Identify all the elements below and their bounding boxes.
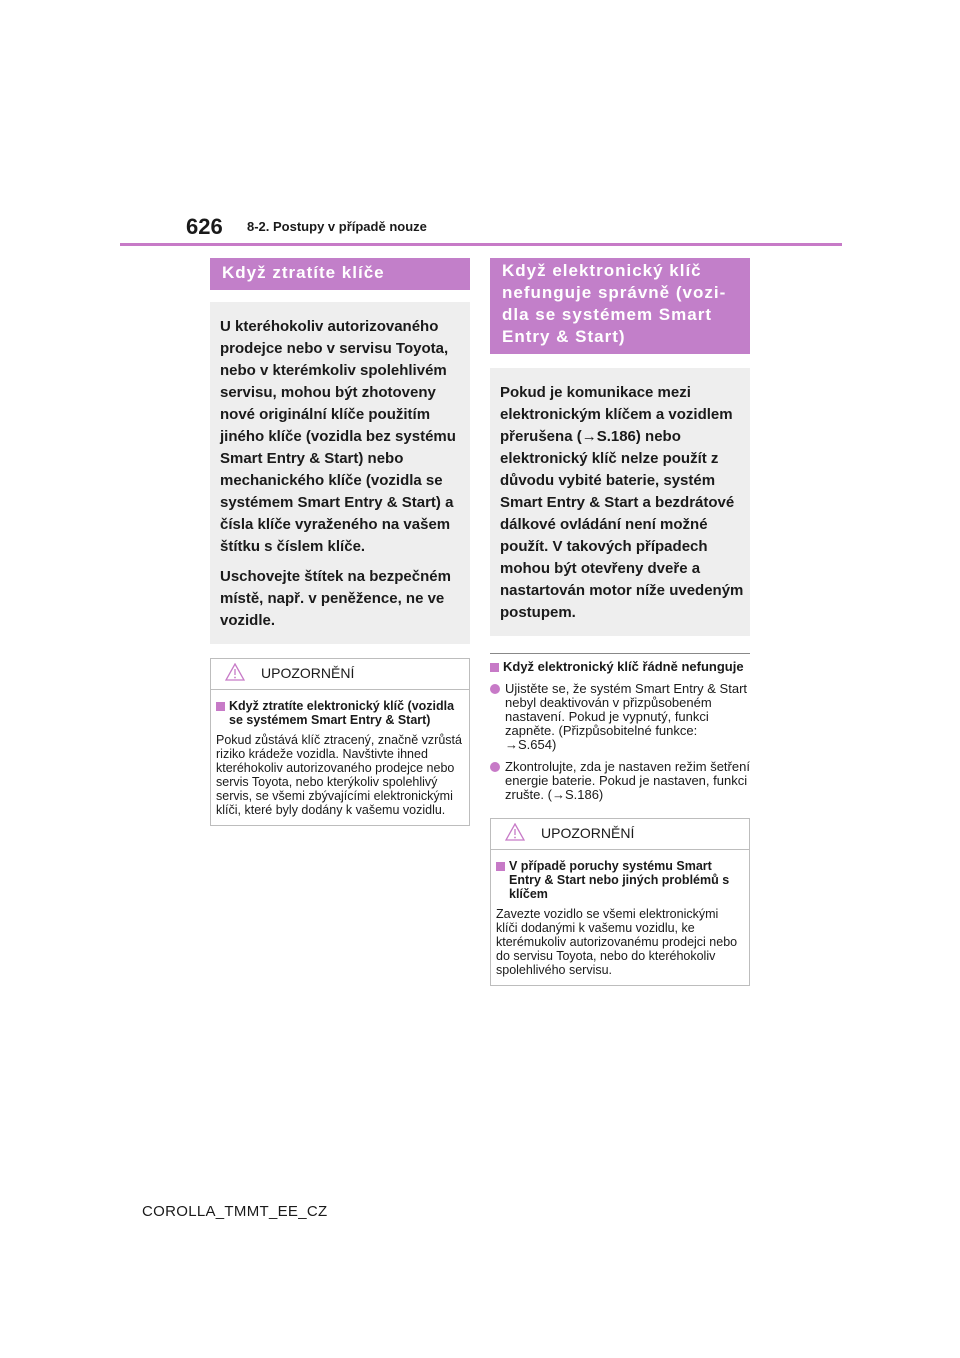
caution-subheading [496, 859, 743, 901]
steps-subheading [490, 660, 750, 674]
round-bullet-icon [490, 762, 500, 772]
caution-subheading-text: V případě poruchy systému Smart Entry & Start nebo jiných problémů s klíčem [509, 859, 730, 901]
caution-label: UPOZORNĚNÍ [541, 825, 635, 841]
square-bullet-icon [496, 862, 505, 871]
caution-text: Zavezte vozidlo se všemi elektronickými klíči dodanými k vašemu vozidlu, ke kterémukoliv autorizovanému prodejci nebo do servisu Toyota, nebo do kteréhokoliv spolehlivého servisu. [496, 907, 738, 977]
caution-body [491, 850, 749, 985]
caution-subheading-text: Když ztratíte elektronický klíč (vozidla se systémem Smart Entry & Start) [229, 699, 455, 727]
warning-triangle-icon [505, 823, 525, 841]
list-item [490, 760, 750, 802]
lost-keys-box [210, 302, 470, 644]
section-title: 8-2. Postupy v případě nouze [247, 219, 427, 234]
caution-label: UPOZORNĚNÍ [261, 665, 355, 681]
heading-line: Když elektronický klíč [502, 261, 702, 280]
warning-triangle-icon [225, 663, 245, 681]
key-malfunction-box [490, 368, 750, 636]
lost-keys-paragraph: Uschovejte štítek na bezpečném místě, např. v peněžence, ne ve vozidle. [220, 568, 451, 629]
key-malfunction-steps [490, 653, 750, 802]
heading-line: nefunguje správně (vozi- [502, 283, 727, 302]
caution-body [211, 690, 469, 825]
list-item [490, 682, 750, 752]
caution-box-left [210, 658, 470, 826]
square-bullet-icon [216, 702, 225, 711]
round-bullet-icon [490, 684, 500, 694]
caution-box-right [490, 818, 750, 986]
caution-header [491, 819, 749, 850]
caution-subheading [216, 699, 463, 727]
caution-header [211, 659, 469, 690]
heading-line: dla se systémem Smart [502, 305, 712, 324]
square-bullet-icon [490, 663, 499, 672]
header-divider [120, 243, 842, 246]
right-column [490, 258, 750, 986]
caution-text: Pokud zůstává klíč ztracený, značně vzrůstá riziko krádeže vozidla. Navštivte ihned kteréhokoliv autorizovaného prodejce nebo servis Toyota, nebo kterýkoliv spolehlivý servis, se všemi zbývajícími elektronickými klíči, které byly dodány k vašemu vozidlu. [216, 733, 462, 817]
page-number: 626 [186, 214, 223, 239]
list-item-text: Zkontrolujte, zda je nastaven režim šetření energie baterie. Pokud je nastaven, funkci zrušte. (→S.186) [505, 759, 750, 802]
key-malfunction-heading [490, 258, 750, 354]
steps-subheading-text: Když elektronický klíč řádně nefunguje [503, 659, 744, 674]
heading-line: Entry & Start) [502, 327, 626, 346]
key-malfunction-paragraph: Pokud je komunikace mezi elektronickým klíčem a vozidlem přerušena (→S.186) nebo elektronický klíč nelze použít z důvodu vybité baterie, systém Smart Entry & Start a bezdrátové dálkové ovládání není možné použít. V takových případech mohou být otevřeny dveře a nastartován motor níže uvedeným postupem. [500, 384, 744, 621]
list-item-text: Ujistěte se, že systém Smart Entry & Start nebyl deaktivován v přizpůsobeném nastavení. Pokud je vypnutý, funkci zapněte. (Přizpůsobitelné funkce: →S.654) [505, 681, 748, 752]
document-code: COROLLA_TMMT_EE_CZ [142, 1203, 328, 1220]
left-column [210, 258, 470, 826]
lost-keys-heading: Když ztratíte klíče [210, 258, 470, 290]
lost-keys-paragraph: U kteréhokoliv autorizovaného prodejce nebo v servisu Toyota, nebo v kterémkoliv spolehlivém servisu, mohou být zhotoveny nové originální klíče použitím jiného klíče (vozidla bez systému Smart Entry & Start) nebo mechanického klíče (vozidla se systémem Smart Entry & Start) a čísla klíče vyraženého na vašem štítku s číslem klíče. [220, 318, 456, 555]
